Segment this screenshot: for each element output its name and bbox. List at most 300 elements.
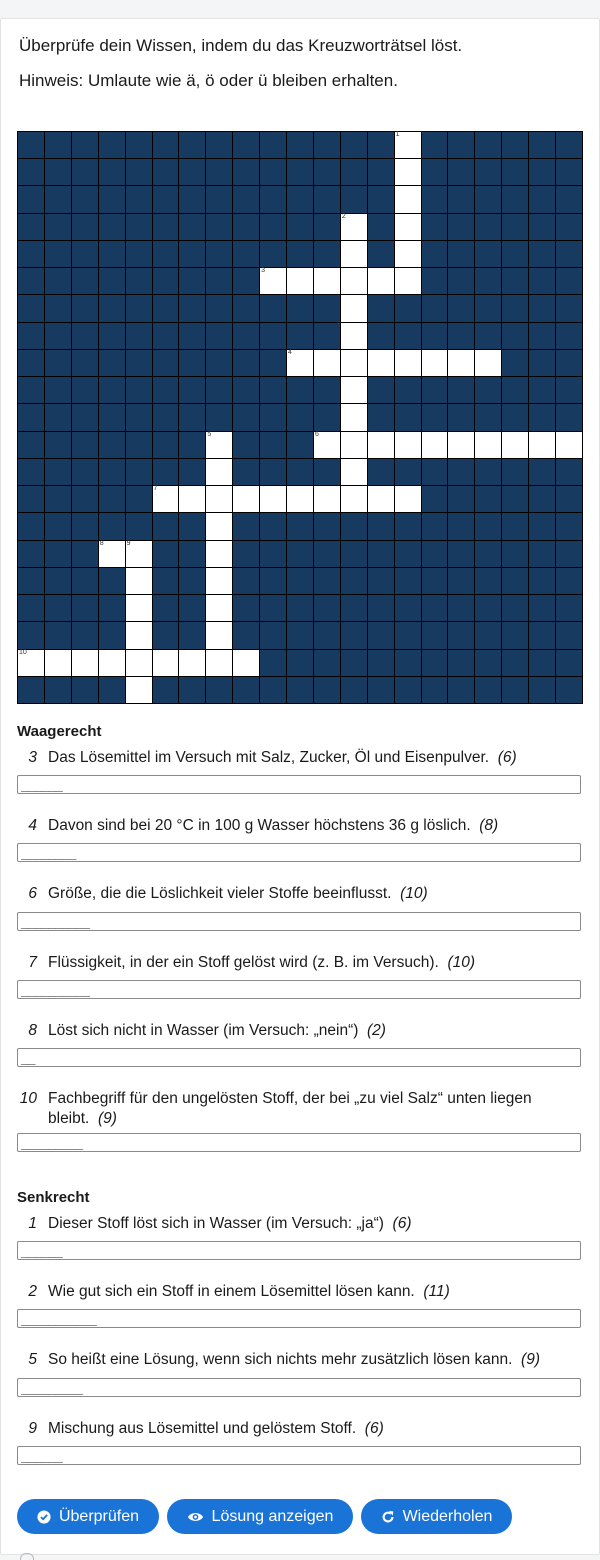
clue-number: 5 [28,1351,37,1368]
crossword-block [287,650,313,676]
crossword-block [206,159,232,185]
crossword-block [18,677,44,703]
crossword-block [475,295,501,321]
crossword-block [233,241,259,267]
crossword-block [395,622,421,648]
crossword-block [99,186,125,212]
crossword-block [287,404,313,430]
crossword-block [72,541,98,567]
crossword-block [99,404,125,430]
clue-text: So heißt eine Lösung, wenn sich nichts mehr zusätzlich lösen kann. (9) [48,1351,540,1368]
crossword-cell[interactable] [206,595,232,621]
crossword-block [448,214,474,240]
crossword-block [206,677,232,703]
crossword-cell[interactable] [368,432,394,458]
crossword-block [72,323,98,349]
crossword-block [475,404,501,430]
crossword-block [341,159,367,185]
answer-input-across-7[interactable]: __________ [17,980,581,999]
crossword-block [287,159,313,185]
crossword-cell[interactable] [395,432,421,458]
cell-number: 9 [126,539,131,547]
crossword-cell[interactable] [341,241,367,267]
crossword-block [502,622,528,648]
crossword-block [126,323,152,349]
crossword-block [422,186,448,212]
crossword-cell[interactable] [341,432,367,458]
crossword-block [448,268,474,294]
crossword-block [233,159,259,185]
crossword-block [314,622,340,648]
crossword-cell[interactable] [206,650,232,676]
crossword-block [368,323,394,349]
crossword-cell[interactable] [153,486,179,512]
crossword-block [72,513,98,539]
crossword-block [18,323,44,349]
crossword-block [502,541,528,567]
clue-text: Flüssigkeit, in der ein Stoff gelöst wird (z. B. im Versuch). (10) [48,954,476,971]
crossword-block [206,186,232,212]
crossword-block [395,295,421,321]
crossword-cell[interactable] [99,541,125,567]
crossword-cell[interactable] [341,350,367,376]
crossword-block [153,323,179,349]
crossword-cell[interactable] [341,486,367,512]
crossword-block [341,513,367,539]
cell-number: 5 [207,430,212,438]
crossword-block [18,459,44,485]
retry-button-label: Wiederholen [402,1507,493,1525]
crossword-block [341,622,367,648]
crossword-cell[interactable] [126,622,152,648]
crossword-block [206,404,232,430]
crossword-block [233,186,259,212]
crossword-block [126,295,152,321]
crossword-cell[interactable] [502,432,528,458]
crossword-block [206,132,232,158]
crossword-block [395,513,421,539]
clue-number: 3 [28,749,37,766]
answer-input-down-9[interactable]: ______ [17,1446,581,1465]
crossword-block [179,677,205,703]
crossword-block [475,377,501,403]
crossword-block [206,350,232,376]
crossword-block [422,541,448,567]
eye-icon [187,1510,204,1524]
crossword-block [368,377,394,403]
clue-text: Größe, die die Löslichkeit vieler Stoffe beeinflusst. (10) [48,885,428,902]
crossword-block [233,432,259,458]
crossword-cell[interactable] [99,650,125,676]
crossword-cell[interactable] [341,404,367,430]
crossword-block [287,377,313,403]
check-button[interactable] [17,1499,159,1534]
crossword-cell[interactable] [395,186,421,212]
crossword-block [233,404,259,430]
crossword-cell[interactable] [314,268,340,294]
crossword-cell[interactable] [341,295,367,321]
crossword-block [314,595,340,621]
crossword-block [99,377,125,403]
crossword-block [341,541,367,567]
crossword-block [153,295,179,321]
cell-number: 7 [153,485,158,493]
crossword-block [179,432,205,458]
crossword-cell[interactable] [368,268,394,294]
crossword-cell[interactable] [395,350,421,376]
crossword-block [18,513,44,539]
crossword-block [368,241,394,267]
crossword-block [448,622,474,648]
answer-input-across-4[interactable]: ________ [17,843,581,862]
crossword-cell[interactable] [556,432,582,458]
crossword-block [287,513,313,539]
crossword-cell[interactable] [395,268,421,294]
crossword-block [395,677,421,703]
crossword-block [72,132,98,158]
crossword-block [529,513,555,539]
crossword-block [287,132,313,158]
crossword-block [368,132,394,158]
crossword-block [233,513,259,539]
crossword-cell[interactable] [206,459,232,485]
clue-text: Davon sind bei 20 °C in 100 g Wasser höchstens 36 g löslich. (8) [48,817,499,834]
footer-indicator [20,1553,34,1560]
retry-button[interactable] [361,1499,512,1534]
crossword-block [45,132,71,158]
crossword-cell[interactable] [341,377,367,403]
crossword-block [422,241,448,267]
crossword-block [529,568,555,594]
crossword-block [529,159,555,185]
crossword-block [422,377,448,403]
crossword-block [179,404,205,430]
crossword-block [260,214,286,240]
crossword-block [314,241,340,267]
show-solution-button[interactable] [167,1499,353,1534]
crossword-block [368,214,394,240]
crossword-block [475,595,501,621]
crossword-block [502,295,528,321]
crossword-cell[interactable] [529,432,555,458]
crossword-cell[interactable] [422,350,448,376]
crossword-cell[interactable] [341,214,367,240]
crossword-block [233,377,259,403]
crossword-block [475,486,501,512]
crossword-block [475,132,501,158]
crossword-block [99,459,125,485]
answer-input-across-8[interactable]: __ [17,1048,581,1067]
crossword-cell[interactable] [395,132,421,158]
crossword-block [72,295,98,321]
crossword-block [18,622,44,648]
cell-number: 6 [314,430,319,438]
crossword-block [233,677,259,703]
crossword-block [126,404,152,430]
crossword-block [99,159,125,185]
crossword-block [233,295,259,321]
answer-input-down-2[interactable]: ___________ [17,1309,581,1328]
crossword-block [395,404,421,430]
crossword-block [287,186,313,212]
crossword-block [368,568,394,594]
crossword-cell[interactable] [126,568,152,594]
crossword-cell[interactable] [260,486,286,512]
crossword-cell[interactable] [260,268,286,294]
crossword-cell[interactable] [395,241,421,267]
crossword-block [529,622,555,648]
crossword-block [502,350,528,376]
crossword-block [556,677,582,703]
crossword-block [179,159,205,185]
crossword-block [314,159,340,185]
crossword-block [556,214,582,240]
crossword-block [422,513,448,539]
crossword-cell[interactable] [395,159,421,185]
crossword-block [206,214,232,240]
crossword-block [153,595,179,621]
crossword-cell[interactable] [314,432,340,458]
crossword-block [314,214,340,240]
crossword-block [260,350,286,376]
crossword-block [422,459,448,485]
crossword-block [395,377,421,403]
crossword-block [502,268,528,294]
crossword-block [18,595,44,621]
crossword-cell[interactable] [422,432,448,458]
crossword-block [556,268,582,294]
crossword-block [314,677,340,703]
crossword-block [529,677,555,703]
crossword-cell[interactable] [126,677,152,703]
crossword-block [475,323,501,349]
crossword-block [448,159,474,185]
crossword-block [233,595,259,621]
crossword-block [368,622,394,648]
crossword-cell[interactable] [395,486,421,512]
answer-input-across-10[interactable]: _________ [17,1133,581,1152]
crossword-block [233,541,259,567]
crossword-block [475,568,501,594]
crossword-block [556,459,582,485]
crossword-cell[interactable] [287,268,313,294]
crossword-block [448,295,474,321]
crossword-block [260,568,286,594]
crossword-cell[interactable] [314,486,340,512]
crossword-block [395,323,421,349]
crossword-block [502,241,528,267]
crossword-block [314,323,340,349]
crossword-block [126,214,152,240]
crossword-cell[interactable] [126,541,152,567]
crossword-block [153,541,179,567]
clue-number: 8 [28,1022,37,1039]
crossword-block [126,459,152,485]
crossword-block [448,541,474,567]
crossword-block [179,241,205,267]
clue-text: Mischung aus Lösemittel und gelöstem Stoff. (6) [48,1420,384,1437]
crossword-cell[interactable] [206,486,232,512]
crossword-cell[interactable] [179,486,205,512]
crossword-block [18,268,44,294]
crossword-block [556,513,582,539]
crossword-block [395,595,421,621]
crossword-block [153,377,179,403]
crossword-block [18,214,44,240]
crossword-block [18,432,44,458]
crossword-cell[interactable] [206,513,232,539]
crossword-block [72,159,98,185]
answer-input-down-1[interactable]: ______ [17,1241,581,1260]
crossword-cell[interactable] [341,268,367,294]
crossword-block [153,186,179,212]
crossword-block [475,622,501,648]
crossword-block [153,241,179,267]
crossword-block [179,595,205,621]
answer-input-across-6[interactable]: __________ [17,912,581,931]
cell-number: 4 [288,348,292,356]
crossword-cell[interactable] [287,486,313,512]
crossword-block [529,486,555,512]
crossword-block [314,186,340,212]
crossword-block [99,622,125,648]
clue-number: 4 [28,817,37,834]
crossword-block [314,459,340,485]
crossword-block [529,295,555,321]
crossword-cell[interactable] [72,650,98,676]
crossword-block [448,459,474,485]
crossword-block [126,350,152,376]
crossword-block [475,650,501,676]
crossword-cell[interactable] [45,650,71,676]
crossword-block [99,268,125,294]
crossword-cell[interactable] [126,595,152,621]
crossword-block [99,323,125,349]
crossword-block [45,268,71,294]
crossword-block [368,459,394,485]
crossword-block [153,350,179,376]
crossword-block [341,650,367,676]
crossword-cell[interactable] [368,486,394,512]
crossword-cell[interactable] [475,432,501,458]
crossword-block [72,377,98,403]
crossword-block [448,595,474,621]
hint-text: Hinweis: Umlaute wie ä, ö oder ü bleiben erhalten. [19,71,398,90]
crossword-block [18,186,44,212]
crossword-block [153,268,179,294]
crossword-block [18,404,44,430]
cell-number: 1 [395,131,400,138]
crossword-cell[interactable] [395,214,421,240]
crossword-block [99,432,125,458]
crossword-block [45,432,71,458]
crossword-block [529,186,555,212]
crossword-block [72,268,98,294]
crossword-block [341,568,367,594]
crossword-cell[interactable] [206,568,232,594]
crossword-cell[interactable] [287,350,313,376]
crossword-block [314,541,340,567]
crossword-cell[interactable] [206,432,232,458]
clue-text: Dieser Stoff löst sich in Wasser (im Versuch: „ja“) (6) [48,1215,412,1232]
crossword-block [126,432,152,458]
crossword-block [233,622,259,648]
crossword-block [260,295,286,321]
crossword-cell[interactable] [368,350,394,376]
crossword-cell[interactable] [206,541,232,567]
crossword-cell[interactable] [341,459,367,485]
crossword-block [206,295,232,321]
crossword-block [287,622,313,648]
crossword-cell[interactable] [206,622,232,648]
crossword-block [153,513,179,539]
crossword-cell[interactable] [126,650,152,676]
crossword-cell[interactable] [448,350,474,376]
crossword-block [260,595,286,621]
crossword-block [529,350,555,376]
crossword-block [448,132,474,158]
crossword-cell[interactable] [179,650,205,676]
crossword-cell[interactable] [314,350,340,376]
crossword-block [475,186,501,212]
crossword-block [45,186,71,212]
answer-input-across-3[interactable]: ______ [17,775,581,794]
crossword-block [448,513,474,539]
crossword-cell[interactable] [448,432,474,458]
crossword-block [126,186,152,212]
clue-number: 1 [28,1215,37,1232]
crossword-cell[interactable] [233,650,259,676]
check-button-label: Überprüfen [58,1507,140,1525]
crossword-cell[interactable] [341,323,367,349]
crossword-block [529,268,555,294]
crossword-block [314,513,340,539]
crossword-block [18,132,44,158]
crossword-block [18,159,44,185]
crossword-cell[interactable] [18,650,44,676]
crossword-block [233,350,259,376]
crossword-block [287,295,313,321]
crossword-block [502,513,528,539]
crossword-block [179,377,205,403]
crossword-block [233,459,259,485]
crossword-block [260,241,286,267]
crossword-block [448,404,474,430]
crossword-cell[interactable] [153,650,179,676]
crossword-block [260,650,286,676]
crossword-cell[interactable] [233,486,259,512]
crossword-block [206,323,232,349]
crossword-block [341,186,367,212]
crossword-block [18,486,44,512]
clue-text: Das Lösemittel im Versuch mit Salz, Zucker, Öl und Eisenpulver. (6) [48,749,517,766]
crossword-block [18,568,44,594]
crossword-block [260,404,286,430]
crossword-block [395,568,421,594]
crossword-block [475,268,501,294]
answer-input-down-5[interactable]: _________ [17,1378,581,1397]
crossword-block [179,214,205,240]
crossword-block [341,132,367,158]
crossword-block [45,595,71,621]
crossword-cell[interactable] [475,350,501,376]
crossword-block [475,214,501,240]
crossword-block [556,241,582,267]
crossword-block [99,486,125,512]
clue-number: 2 [28,1283,37,1300]
crossword-block [260,541,286,567]
crossword-block [233,268,259,294]
